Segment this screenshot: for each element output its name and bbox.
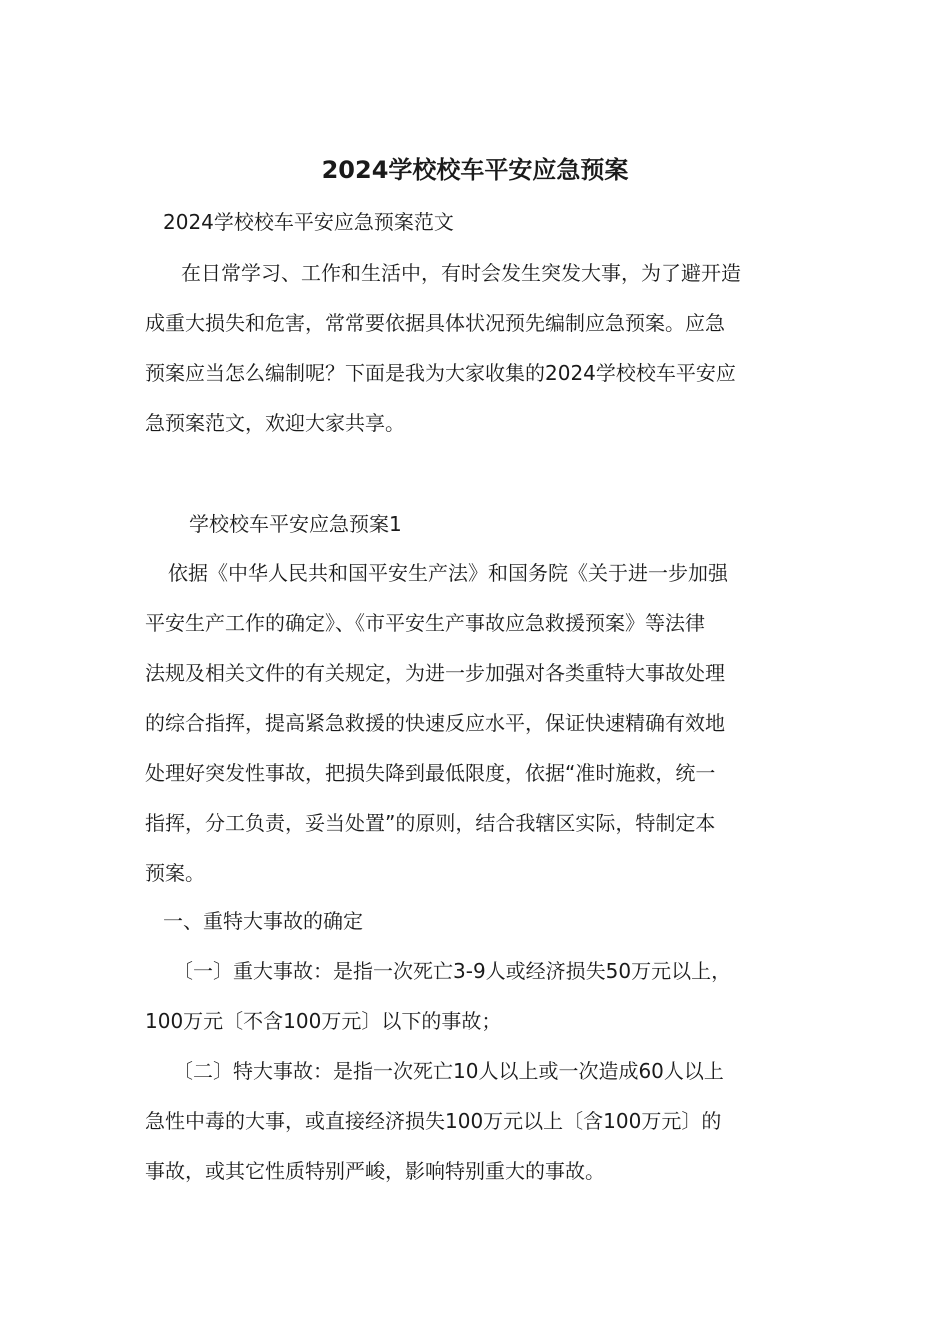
- intro-line: 在日常学习、工作和生活中，有时会发生突发大事，为了避开造: [181, 261, 741, 285]
- item-one-line: 〔一〕重大事故：是指一次死亡3-9人或经济损失50万元以上，: [173, 959, 732, 983]
- basis-line: 预案。: [145, 861, 205, 885]
- item-one-line: 100万元〔不含100万元〕以下的事故；: [145, 1009, 502, 1033]
- basis-line: 的综合指挥，提高紧急救援的快速反应水平，保证快速精确有效地: [145, 711, 725, 735]
- item-two-line: 〔二〕特大事故：是指一次死亡10人以上或一次造成60人以上: [173, 1059, 724, 1083]
- section-heading: 学校校车平安应急预案1: [189, 512, 402, 536]
- basis-line: 法规及相关文件的有关规定，为进一步加强对各类重特大事故处理: [145, 661, 725, 685]
- item-two-line: 急性中毒的大事，或直接经济损失100万元以上〔含100万元〕的: [145, 1109, 722, 1133]
- basis-line: 平安生产工作的确定》、《市平安生产事故应急救援预案》等法律: [145, 611, 705, 635]
- part-one-heading: 一、重特大事故的确定: [163, 909, 363, 933]
- item-two-line: 事故，或其它性质特别严峻，影响特别重大的事故。: [145, 1159, 605, 1183]
- document-subtitle: 2024学校校车平安应急预案范文: [163, 210, 454, 234]
- basis-line: 指挥，分工负责，妥当处置”的原则，结合我辖区实际，特制定本: [145, 811, 716, 835]
- basis-line: 依据《中华人民共和国平安生产法》和国务院《关于进一步加强: [168, 561, 728, 585]
- intro-line: 成重大损失和危害，常常要依据具体状况预先编制应急预案。应急: [145, 311, 725, 335]
- document-title: 2024学校校车平安应急预案: [321, 156, 629, 184]
- intro-line: 预案应当怎么编制呢？下面是我为大家收集的2024学校校车平安应: [145, 361, 736, 385]
- intro-line: 急预案范文，欢迎大家共享。: [145, 411, 405, 435]
- basis-line: 处理好突发性事故，把损失降到最低限度，依据“准时施救，统一: [145, 761, 716, 785]
